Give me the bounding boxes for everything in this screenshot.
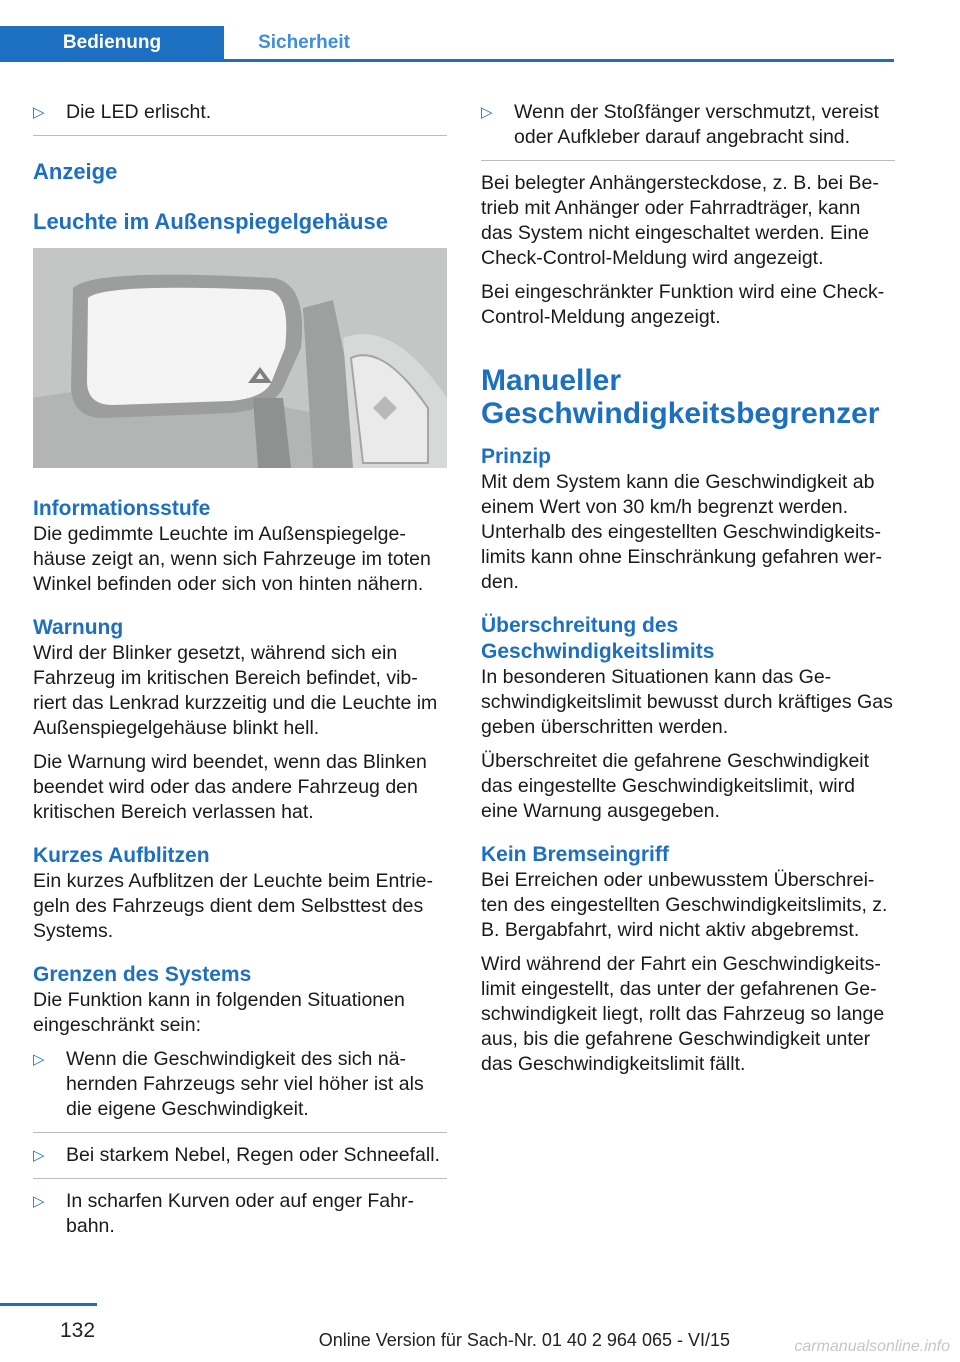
paragraph: Die Funktion kann in folgenden Situationen eingeschränkt sein: (33, 989, 405, 1036)
list-item-text: In scharfen Kurven oder auf enger Fahr‐bahn. (66, 1190, 414, 1237)
paragraph: Bei eingeschränkter Funktion wird eine Check-Control-Meldung angezeigt. (481, 281, 885, 328)
triangle-right-icon: ▷ (481, 104, 493, 121)
online-version-note: Online Version für Sach-Nr. 01 40 2 964 065 - VI/15 (318, 1330, 730, 1350)
watermark: carmanualsonline.info (794, 1338, 950, 1355)
heading-kein-bremseingriff: Kein Bremseingriff (481, 843, 669, 866)
side-mirror-image (33, 248, 447, 468)
tab-bedienung[interactable]: Bedienung (0, 26, 224, 60)
paragraph: Mit dem System kann die Geschwindigkeit ab einem Wert von 30 km/h begrenzt werden. Unterhalb des eingestellten Geschwindigkeits‐limits kann ohne Einschränkung gefahren wer‐den. (481, 471, 883, 593)
list-item-text: Die LED erlischt. (66, 101, 212, 123)
heading-warnung: Warnung (33, 616, 124, 639)
list-item-text: Wenn die Geschwindigkeit des sich nä‐hernden Fahrzeugs sehr viel höher ist als die eigene Geschwindigkeit. (66, 1048, 424, 1120)
list-item (33, 100, 447, 136)
list-item (481, 100, 895, 161)
paragraph: Die Warnung wird beendet, wenn das Blinken beendet wird oder das andere Fahrzeug den kritischen Bereich verlassen hat. (33, 751, 427, 823)
paragraph: Wird während der Fahrt ein Geschwindigkeits‐limit eingestellt, das unter der gefahrenen Ge‐schwindigkeit liegt, rollt das Fahrzeug so lange aus, bis die gefahrene Geschwindigkeit unter das Geschwindigkeitslimit fällt. (481, 953, 885, 1075)
triangle-right-icon: ▷ (33, 1147, 45, 1164)
list-item-text: Bei starkem Nebel, Regen oder Schneefall. (66, 1144, 440, 1166)
heading-informationsstufe: Informationsstufe (33, 497, 211, 520)
heading-prinzip: Prinzip (481, 445, 552, 468)
paragraph: Wird der Blinker gesetzt, während sich ein Fahrzeug im kritischen Bereich befindet, vib‐riert das Lenkrad kurzzeitig und die Leuchte im Außenspiegelgehäuse blinkt hell. (33, 642, 438, 739)
heading-ueberschreitung: Überschreitung des Geschwindigkeitslimits (481, 614, 715, 663)
header-divider (0, 59, 894, 62)
list-item (33, 1047, 447, 1133)
heading-manueller-geschwindigkeitsbegrenzer: Manueller Geschwindigkeitsbegrenzer (481, 364, 880, 430)
paragraph: Die gedimmte Leuchte im Außenspiegelge‐häuse zeigt an, wenn sich Fahrzeuge im toten Winkel befinden oder sich von hinten nähern. (33, 523, 431, 595)
page-number: 132 (60, 1319, 96, 1342)
left-column (33, 100, 447, 1259)
paragraph: Ein kurzes Aufblitzen der Leuchte beim Entrie‐geln des Fahrzeugs dient dem Selbsttest des Systems. (33, 870, 433, 942)
heading-anzeige: Anzeige (33, 159, 118, 184)
heading-leuchte: Leuchte im Außenspiegelgehäuse (33, 209, 388, 234)
paragraph: Bei Erreichen oder unbewusstem Überschrei‐ten des eingestellten Geschwindigkeitslimits, z. B. Bergabfahrt, wird nicht aktiv abgebremst. (481, 869, 888, 941)
list-item (33, 1143, 447, 1179)
paragraph: Überschreitet die gefahrene Geschwindigkeit das eingestellte Geschwindigkeitslimit, wird eine Warnung ausgegeben. (481, 750, 870, 822)
heading-grenzen: Grenzen des Systems (33, 963, 252, 986)
tab-sicherheit[interactable]: Sicherheit (258, 32, 350, 53)
triangle-right-icon: ▷ (33, 1051, 45, 1068)
section-tabs (0, 26, 384, 60)
list-item-text: Wenn der Stoßfänger verschmutzt, vereist oder Aufkleber darauf angebracht sind. (514, 101, 879, 148)
paragraph: Bei belegter Anhängersteckdose, z. B. bei Be‐trieb mit Anhänger oder Fahrradträger, kann das System nicht eingeschaltet werden. Eine Check-Control-Meldung wird angezeigt. (481, 172, 879, 269)
triangle-right-icon: ▷ (33, 1193, 45, 1210)
paragraph: In besonderen Situationen kann das Ge‐schwindigkeitslimit bewusst durch kräftiges Gas geben überschritten werden. (481, 666, 893, 738)
triangle-right-icon: ▷ (33, 104, 45, 121)
right-column (481, 100, 895, 1086)
list-item (33, 1189, 447, 1249)
footer-divider (0, 1303, 97, 1306)
heading-kurzes-aufblitzen: Kurzes Aufblitzen (33, 844, 210, 867)
